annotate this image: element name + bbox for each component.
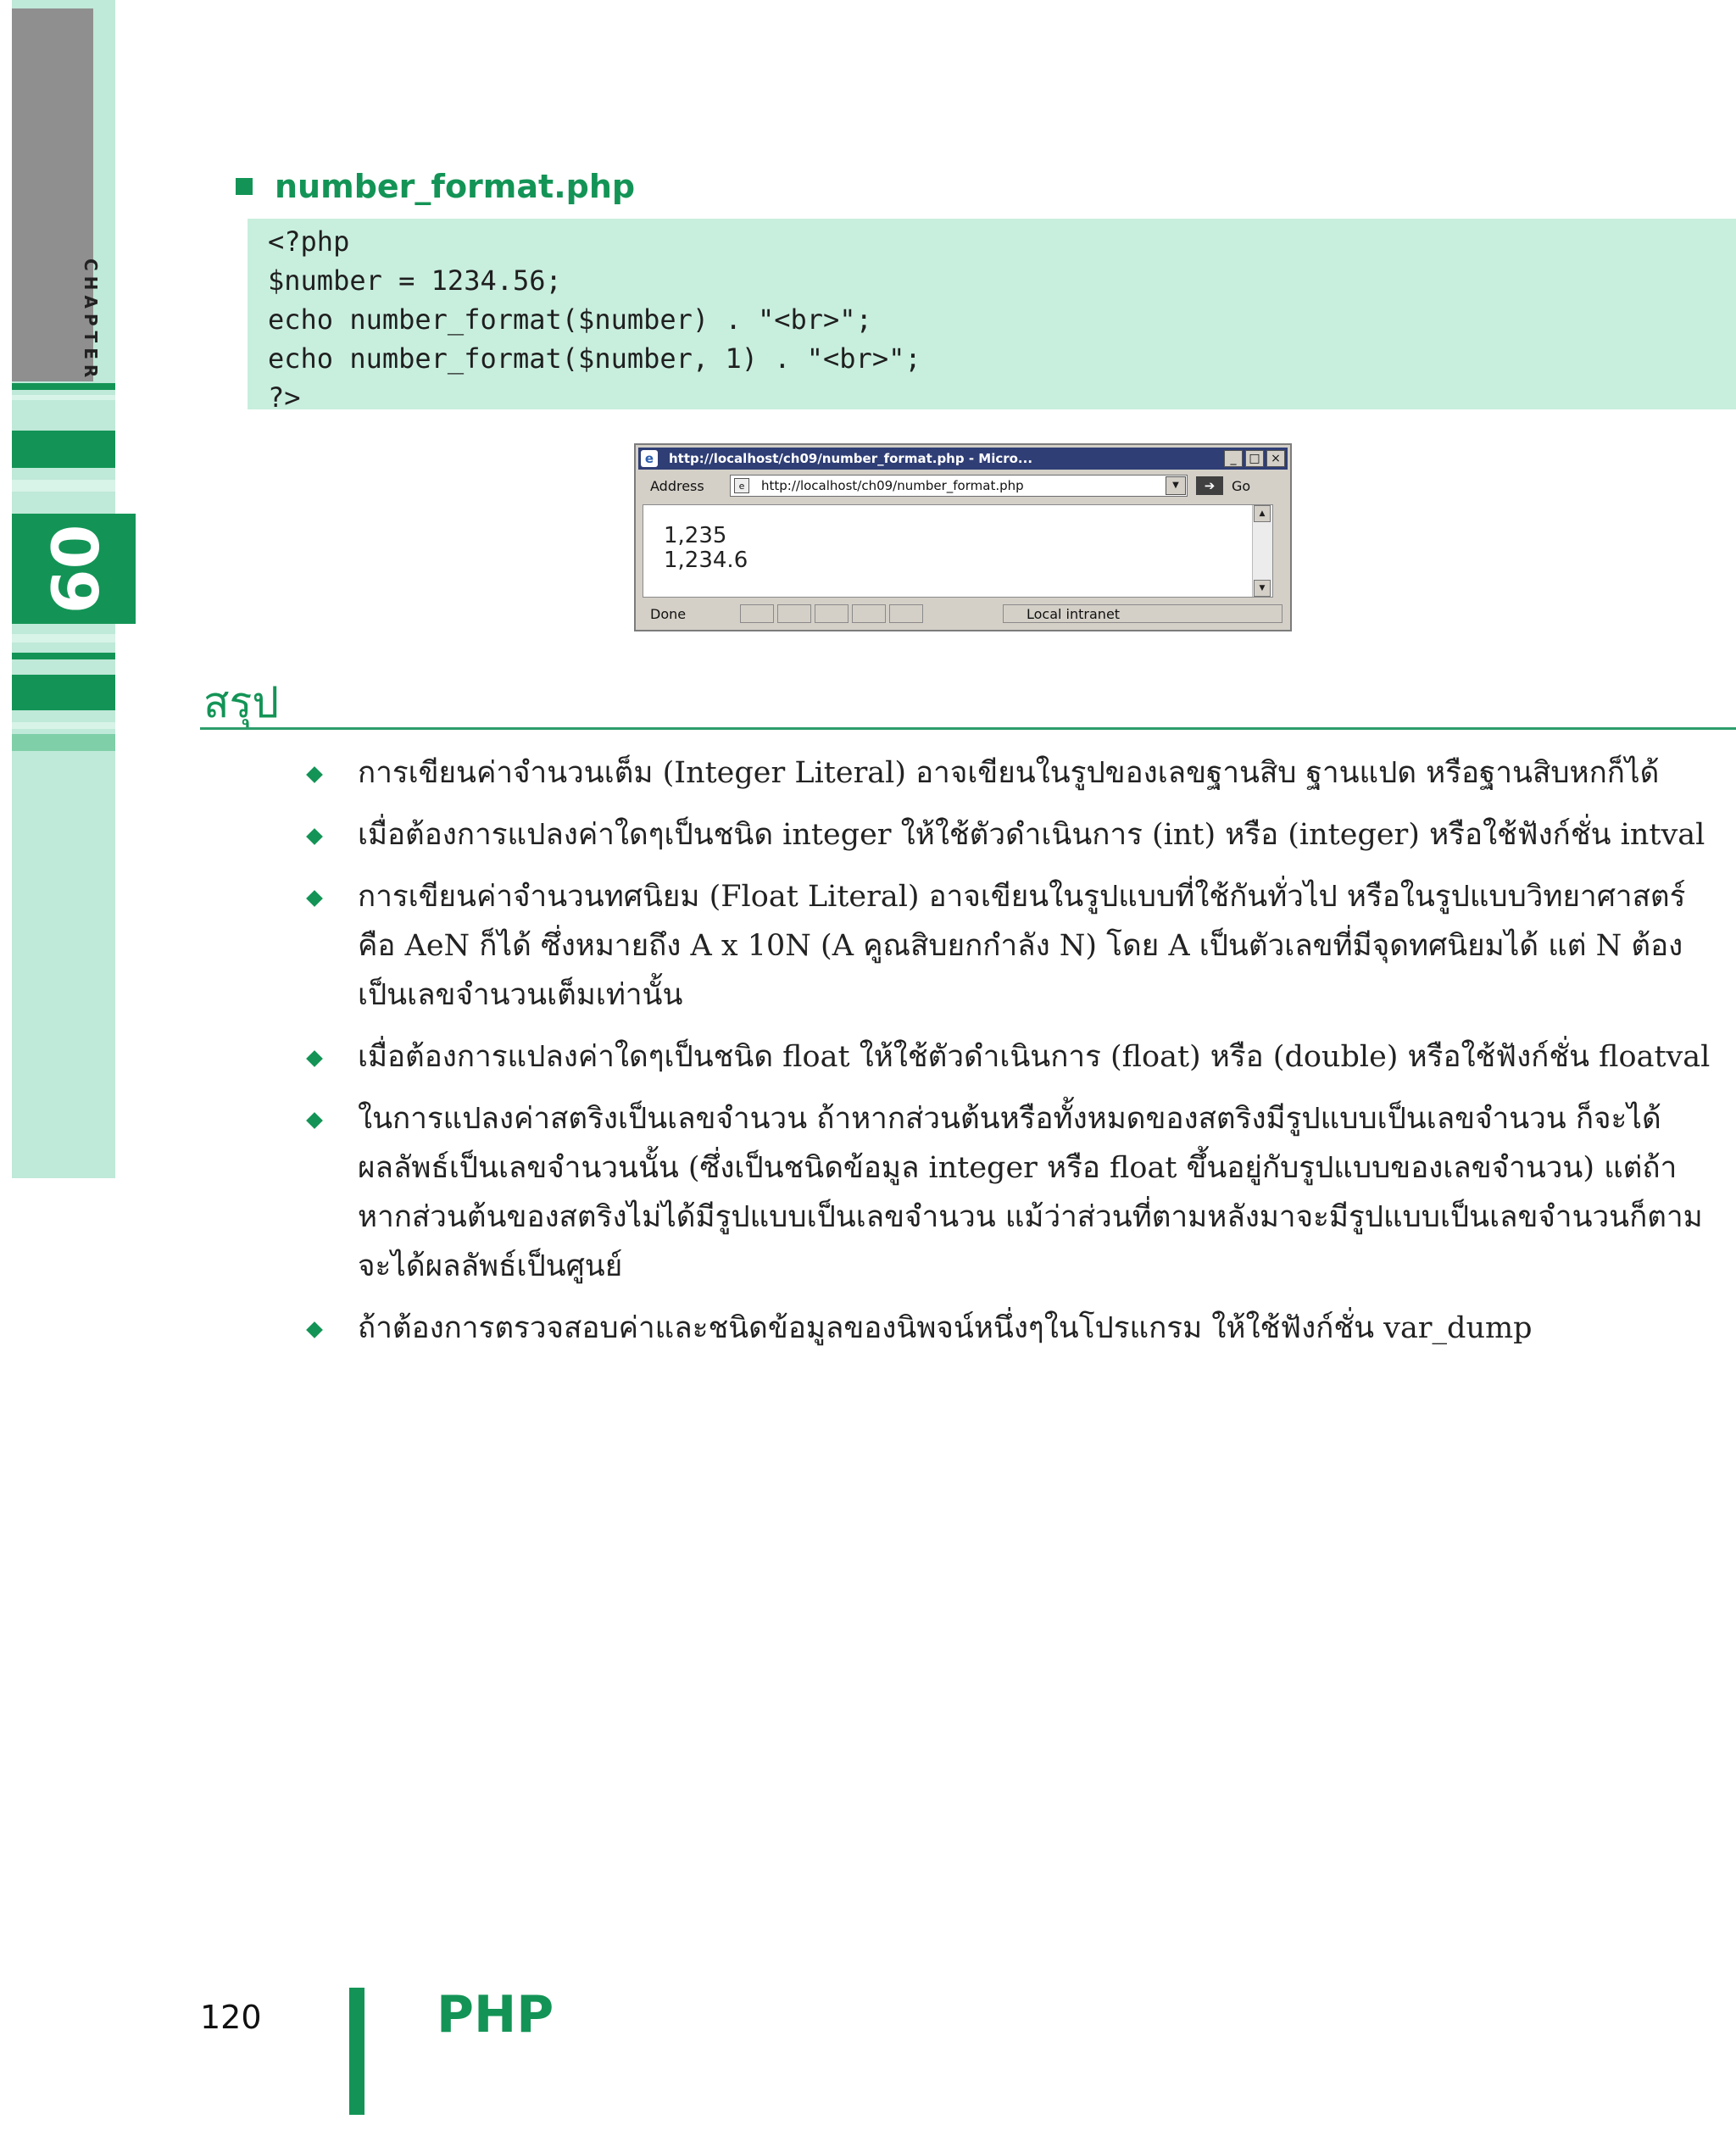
summary-item xyxy=(305,1304,1712,1353)
go-arrow-icon: ➔ xyxy=(1196,476,1223,495)
browser-content-area xyxy=(643,504,1273,598)
close-icon: × xyxy=(1266,450,1285,467)
summary-item xyxy=(305,748,1712,798)
maximize-icon: □ xyxy=(1245,450,1264,467)
output-line: 1,234.6 xyxy=(664,548,748,573)
diamond-bullet-icon xyxy=(306,1321,323,1338)
summary-item-text: การเขียนค่าจำนวนทศนิยม (Float Literal) อาจเขียนในรูปแบบที่ใช้กันทั่วไป หรือในรูปแบบวิทยาศาสตร์คือ AeN ก็ได้ ซึ่งหมายถึง A x 10N (A คูณสิบยกกำลัง N) โดย A เป็นตัวเลขที่มีจุดทศนิยมได้ แต่ N ต้องเป็นเลขจำนวนเต็มเท่านั้น xyxy=(358,880,1686,1012)
diamond-bullet-icon xyxy=(306,890,323,907)
chapter-number-box xyxy=(12,514,136,624)
page-number: 120 xyxy=(200,1999,262,2036)
sidebar-bar xyxy=(12,653,115,659)
browser-title: http://localhost/ch09/number_format.php - Micro... xyxy=(669,451,1033,466)
go-label: Go xyxy=(1232,478,1251,494)
address-url: http://localhost/ch09/number_format.php xyxy=(761,478,1024,493)
summary-item-text: ในการแปลงค่าสตริงเป็นเลขจำนวน ถ้าหากส่วนต้นหรือทั้งหมดของสตริงมีรูปแบบเป็นเลขจำนวน ก็จะได้ผลลัพธ์เป็นเลขจำนวนนั้น (ซึ่งเป็นชนิดข้อมูล integer หรือ float ขึ้นอยู่กับรูปแบบของเลขจำนวน) แต่ถ้าหากส่วนต้นของสตริงไม่ได้มีรูปแบบเป็นเลขจำนวน แม้ว่าส่วนที่ตามหลังมาจะมีรูปแบบเป็นเลขจำนวนก็ตาม จะได้ผลลัพธ์เป็นศูนย์ xyxy=(358,1102,1703,1283)
status-text: Done xyxy=(650,606,687,622)
status-cell xyxy=(777,604,811,623)
summary-item xyxy=(305,872,1712,1020)
square-bullet-icon xyxy=(236,178,253,195)
book-title: PHP xyxy=(437,1985,554,2044)
code-line: echo number_format($number, 1) . "<br>"; xyxy=(268,342,921,375)
diamond-bullet-icon xyxy=(306,766,323,783)
status-cell xyxy=(740,604,774,623)
summary-item-text: การเขียนค่าจำนวนเต็ม (Integer Literal) อาจเขียนในรูปของเลขฐานสิบ ฐานแปด หรือฐานสิบหกก็ได้ xyxy=(358,756,1660,790)
chevron-down-icon: ▼ xyxy=(1166,476,1186,495)
summary-item xyxy=(305,1032,1712,1082)
address-label: Address xyxy=(650,478,704,494)
address-field xyxy=(730,475,1188,497)
diamond-bullet-icon xyxy=(306,1050,323,1067)
code-file-name: number_format.php xyxy=(275,168,636,205)
sidebar-bar xyxy=(12,675,115,710)
chapter-label xyxy=(81,259,114,394)
browser-output xyxy=(664,524,748,573)
summary-divider xyxy=(200,727,1736,730)
status-cell xyxy=(889,604,923,623)
sidebar-bar xyxy=(12,431,115,468)
summary-item-text: เมื่อต้องการแปลงค่าใดๆเป็นชนิด integer ให้ใช้ตัวดำเนินการ (int) หรือ (integer) หรือใช้ฟังก์ชั่น intval xyxy=(358,818,1705,852)
sidebar-bar xyxy=(12,480,115,492)
summary-item-text: เมื่อต้องการแปลงค่าใดๆเป็นชนิด float ให้ใช้ตัวดำเนินการ (float) หรือ (double) หรือใช้ฟังก์ชั่น floatval xyxy=(358,1040,1711,1074)
sidebar-bar xyxy=(12,734,115,751)
chapter-number: 09 xyxy=(36,524,112,614)
page-icon: e xyxy=(734,478,749,493)
summary-item xyxy=(305,810,1712,859)
browser-output-screenshot xyxy=(634,443,1292,631)
sidebar-bar xyxy=(12,383,115,390)
window-controls xyxy=(1224,450,1285,467)
sidebar-bar xyxy=(12,634,115,642)
code-line: echo number_format($number) . "<br>"; xyxy=(268,303,872,336)
browser-logo-icon: e xyxy=(641,450,658,467)
code-file-heading xyxy=(236,168,635,205)
summary-heading: สรุป xyxy=(203,678,280,727)
status-cell xyxy=(852,604,886,623)
sidebar-bar xyxy=(12,722,115,729)
diamond-bullet-icon xyxy=(306,1112,323,1129)
code-line: <?php xyxy=(268,225,350,258)
summary-list xyxy=(305,736,1712,1353)
address-bar xyxy=(638,473,1288,500)
code-line: ?> xyxy=(268,381,301,414)
code-block xyxy=(268,222,921,417)
sidebar-bar xyxy=(12,395,115,400)
diamond-bullet-icon xyxy=(306,828,323,845)
scroll-down-icon: ▼ xyxy=(1254,580,1271,597)
scrollbar xyxy=(1252,505,1272,597)
chapter-label-text: CHAPTER xyxy=(81,259,101,383)
summary-item-text: ถ้าต้องการตรวจสอบค่าและชนิดข้อมูลของนิพจน์หนึ่งๆในโปรแกรม ให้ใช้ฟังก์ชั่น var_dump xyxy=(358,1311,1533,1345)
status-bar xyxy=(638,603,1288,626)
scroll-up-icon: ▲ xyxy=(1254,505,1271,522)
status-zone: Local intranet xyxy=(1027,606,1121,622)
browser-title-bar xyxy=(638,448,1288,470)
minimize-icon: _ xyxy=(1224,450,1243,467)
footer-divider xyxy=(349,1988,364,2115)
status-cell xyxy=(815,604,849,623)
summary-item xyxy=(305,1094,1712,1291)
code-line: $number = 1234.56; xyxy=(268,264,562,297)
output-line: 1,235 xyxy=(664,523,727,548)
